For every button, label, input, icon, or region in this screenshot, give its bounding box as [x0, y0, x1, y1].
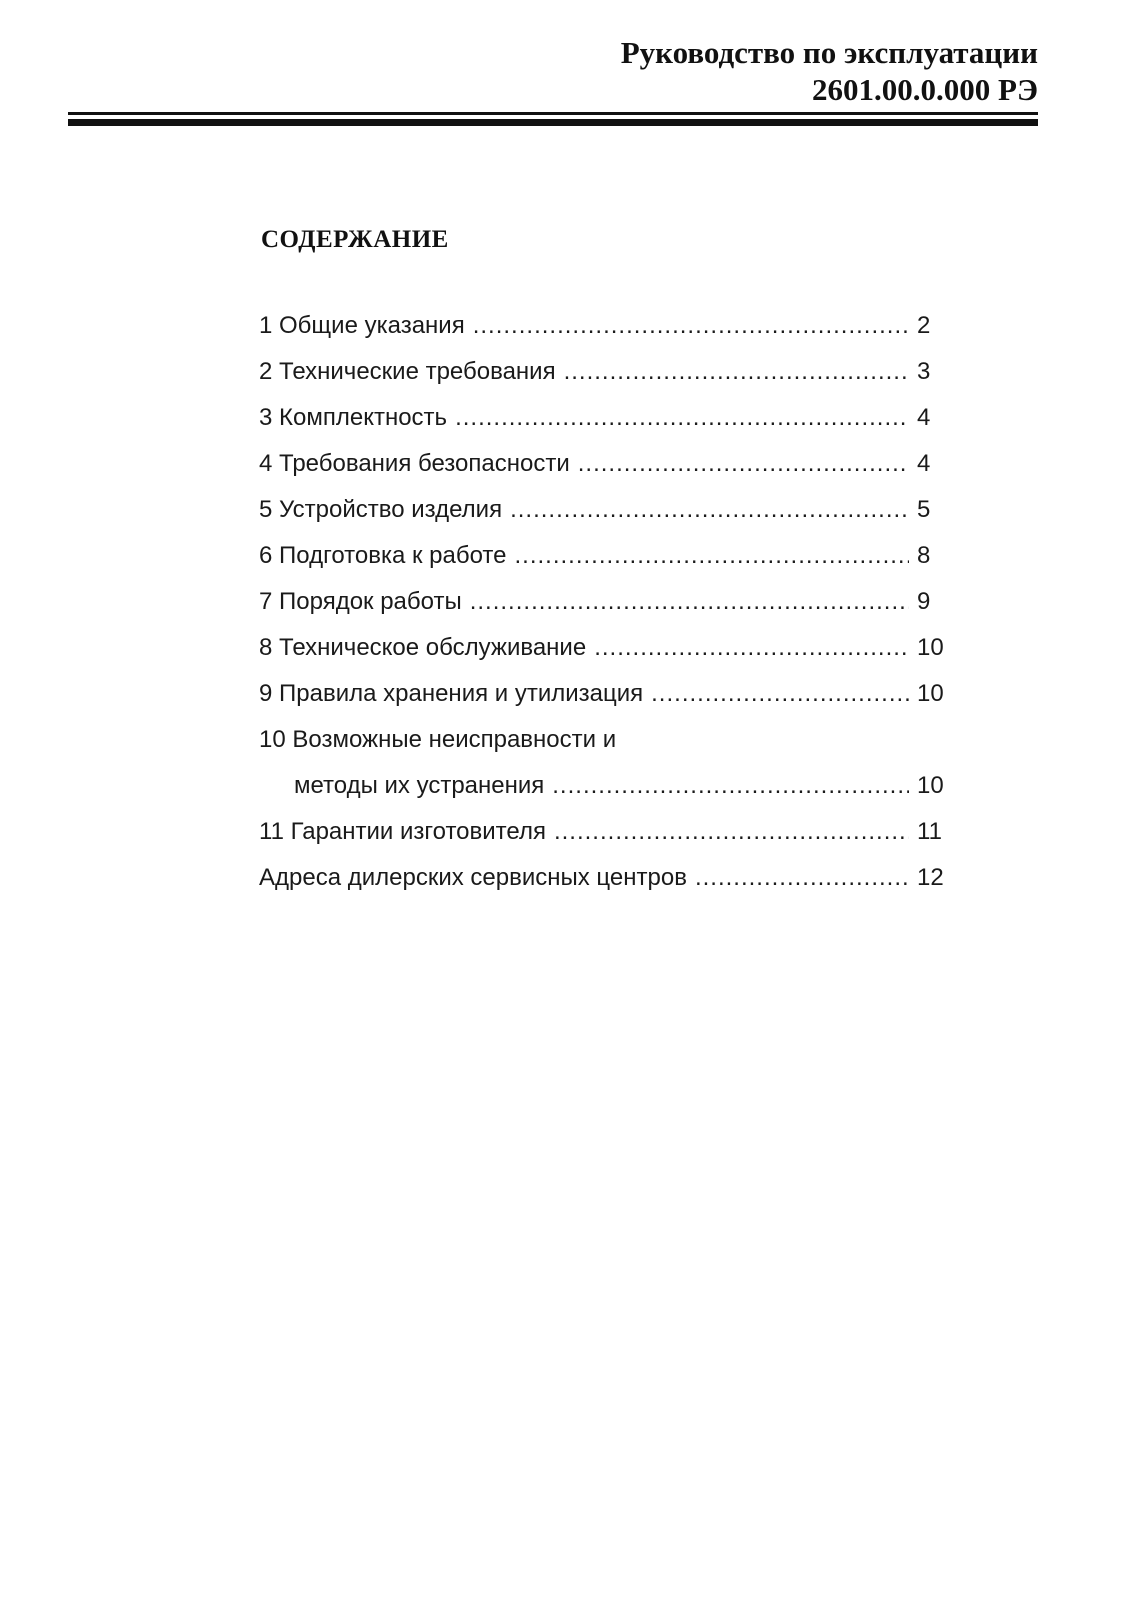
toc-entry-continuation[interactable]	[259, 765, 944, 811]
toc-entry-label: 10 Возможные неисправности и	[259, 726, 617, 753]
toc-leader-dots	[695, 857, 909, 899]
toc-entry-page: 4	[917, 404, 931, 431]
document-code: 2601.00.0.000 РЭ	[812, 72, 1038, 107]
toc-leader-dots	[473, 305, 909, 347]
toc-entry-label: 11 Гарантии изготовителя	[259, 818, 546, 845]
toc-entry-page: 10	[917, 634, 944, 661]
document-header	[621, 34, 1038, 108]
toc-entry-label: 7 Порядок работы	[259, 588, 462, 615]
toc-leader-dots	[515, 535, 910, 577]
header-divider-thick	[68, 119, 1038, 126]
toc-entry[interactable]	[259, 305, 944, 351]
toc-entry-label: 1 Общие указания	[259, 312, 465, 339]
toc-entry[interactable]	[259, 673, 944, 719]
toc-leader-dots	[651, 673, 909, 715]
toc-leader-dots	[564, 351, 909, 393]
toc-entry[interactable]	[259, 443, 944, 489]
document-title: Руководство по эксплуатации	[620, 35, 1038, 70]
toc-entry-page: 5	[917, 496, 931, 523]
toc-leader-dots	[470, 581, 909, 623]
toc-title: СОДЕРЖАНИЕ	[261, 226, 449, 253]
toc-entry-label: 2 Технические требования	[259, 358, 556, 385]
toc-entry-label: 3 Комплектность	[259, 404, 448, 431]
toc-leader-dots	[455, 397, 909, 439]
toc-entry[interactable]	[259, 719, 944, 765]
toc-entry-label: 4 Требования безопасности	[259, 450, 570, 477]
toc-entry[interactable]	[259, 811, 944, 857]
toc-leader-dots	[510, 489, 909, 531]
toc-entry-label: методы их устранения	[294, 772, 545, 799]
toc-entry-page: 2	[917, 312, 931, 339]
toc-entry[interactable]	[259, 489, 944, 535]
toc-entry-label: 6 Подготовка к работе	[259, 542, 507, 569]
toc-entry[interactable]	[259, 351, 944, 397]
toc-entry-page: 3	[917, 358, 931, 385]
toc-leader-dots	[554, 811, 909, 853]
toc-entry-page: 10	[917, 680, 944, 707]
toc-entry[interactable]	[259, 397, 944, 443]
toc-leader-dots	[552, 765, 909, 807]
toc-entry-page: 8	[917, 542, 931, 569]
toc-entry-page: 4	[917, 450, 931, 477]
toc-entry-page: 10	[917, 772, 944, 799]
toc-entry-label: 5 Устройство изделия	[259, 496, 503, 523]
toc-leader-dots	[594, 627, 909, 669]
toc-entry[interactable]	[259, 581, 944, 627]
toc-entry-label: 9 Правила хранения и утилизация	[259, 680, 644, 707]
toc-leader-dots	[578, 443, 909, 485]
toc-entry[interactable]	[259, 535, 944, 581]
toc-entry[interactable]	[259, 627, 944, 673]
toc-entry-page: 9	[917, 588, 931, 615]
toc-entry-page: 11	[917, 818, 942, 845]
toc-entry-page: 12	[917, 864, 944, 891]
toc-entry-label: 8 Техническое обслуживание	[259, 634, 587, 661]
table-of-contents	[259, 305, 944, 903]
toc-entry-label: Адреса дилерских сервисных центров	[259, 864, 687, 891]
header-divider-thin	[68, 112, 1038, 115]
toc-entry[interactable]	[259, 857, 944, 903]
